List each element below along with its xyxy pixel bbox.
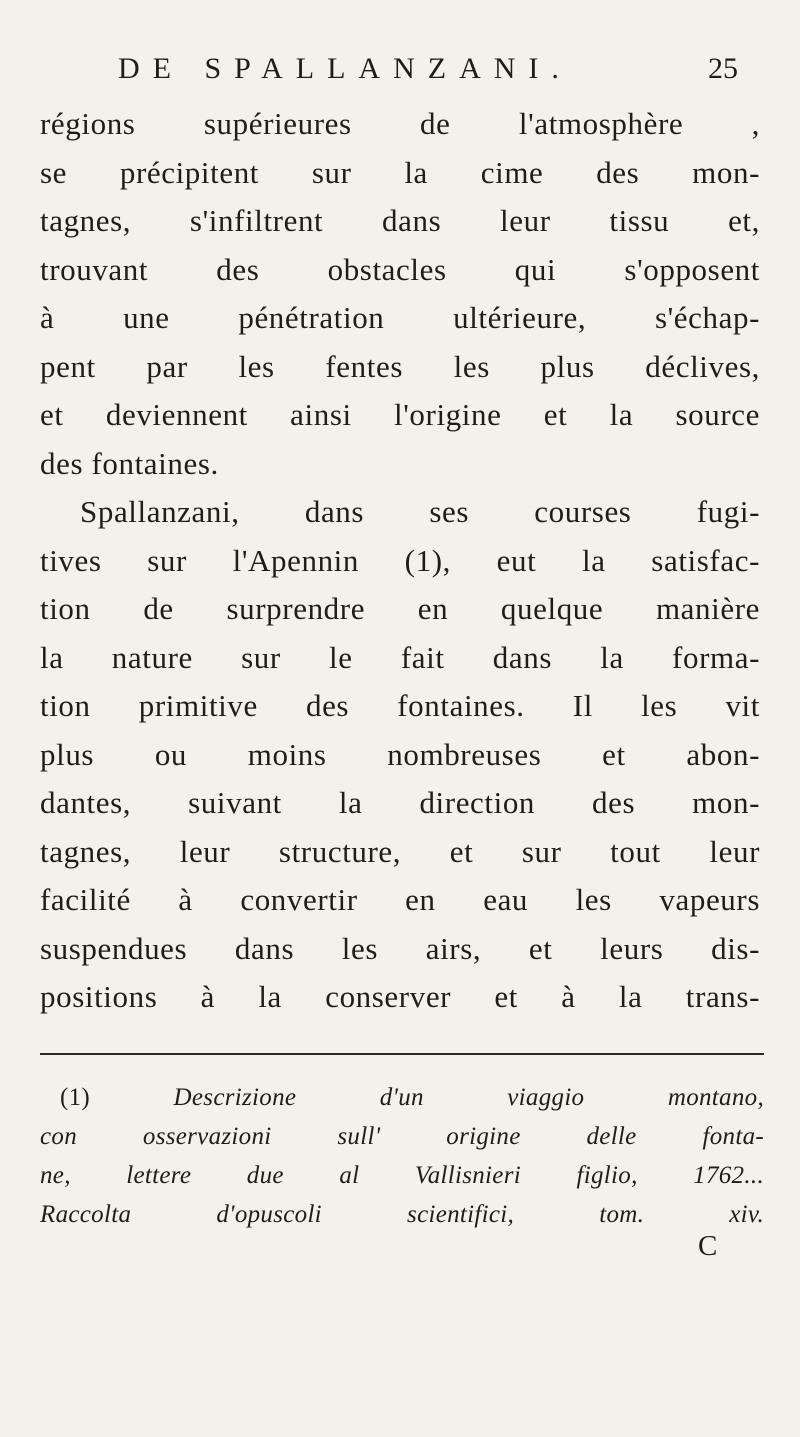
text-line: la nature sur le fait dans la forma- — [40, 639, 760, 675]
body-text — [40, 100, 760, 1022]
text-line: se précipitent sur la cime des mon- — [40, 154, 760, 190]
text-line-paragraph-start: Spallanzani, dans ses courses fugi- — [80, 494, 760, 529]
text-line: trouvant des obstacles qui s'opposent — [40, 251, 760, 287]
text-line: plus ou moins nombreuses et abon- — [40, 736, 760, 772]
text-line: tagnes, s'infiltrent dans leur tissu et, — [40, 203, 760, 238]
text-line: régions supérieures de l'atmosphère , — [40, 106, 760, 141]
footnote-line — [40, 1078, 764, 1117]
footnote-text: Descrizione d'un viaggio montano, — [173, 1084, 764, 1111]
text-line: positions à la conserver et à la trans- — [40, 979, 760, 1014]
text-line: facilité à convertir en eau les vapeurs — [40, 882, 760, 917]
footnote-line: Raccolta d'opuscoli scientifici, tom. xiv. — [40, 1201, 764, 1228]
footnote-line: con osservazioni sull' origine delle fonta- — [40, 1123, 764, 1150]
signature-mark: C — [698, 1230, 718, 1262]
text-line: à une pénétration ultérieure, s'échap- — [40, 300, 760, 335]
text-line: et deviennent ainsi l'origine et la source — [40, 397, 760, 432]
text-line: des fontaines. — [40, 445, 219, 481]
text-line: dantes, suivant la direction des mon- — [40, 785, 760, 820]
page-number: 25 — [708, 52, 738, 85]
running-head — [118, 52, 738, 102]
text-line: suspendues dans les airs, et leurs dis- — [40, 930, 760, 966]
text-line: tion primitive des fontaines. Il les vit — [40, 688, 760, 723]
footnote — [40, 1078, 764, 1234]
footnote-line: ne, lettere due al Vallisnieri figlio, 1762... — [40, 1162, 764, 1189]
text-line: tives sur l'Apennin (1), eut la satisfac- — [40, 542, 760, 578]
text-line: pent par les fentes les plus déclives, — [40, 348, 760, 384]
text-line: tion de surprendre en quelque manière — [40, 591, 760, 626]
footnote-marker: (1) — [60, 1084, 91, 1111]
text-line: tagnes, leur structure, et sur tout leur — [40, 833, 760, 869]
footnote-rule — [40, 1053, 764, 1055]
running-head-title: DE SPALLANZANI. — [118, 52, 572, 85]
